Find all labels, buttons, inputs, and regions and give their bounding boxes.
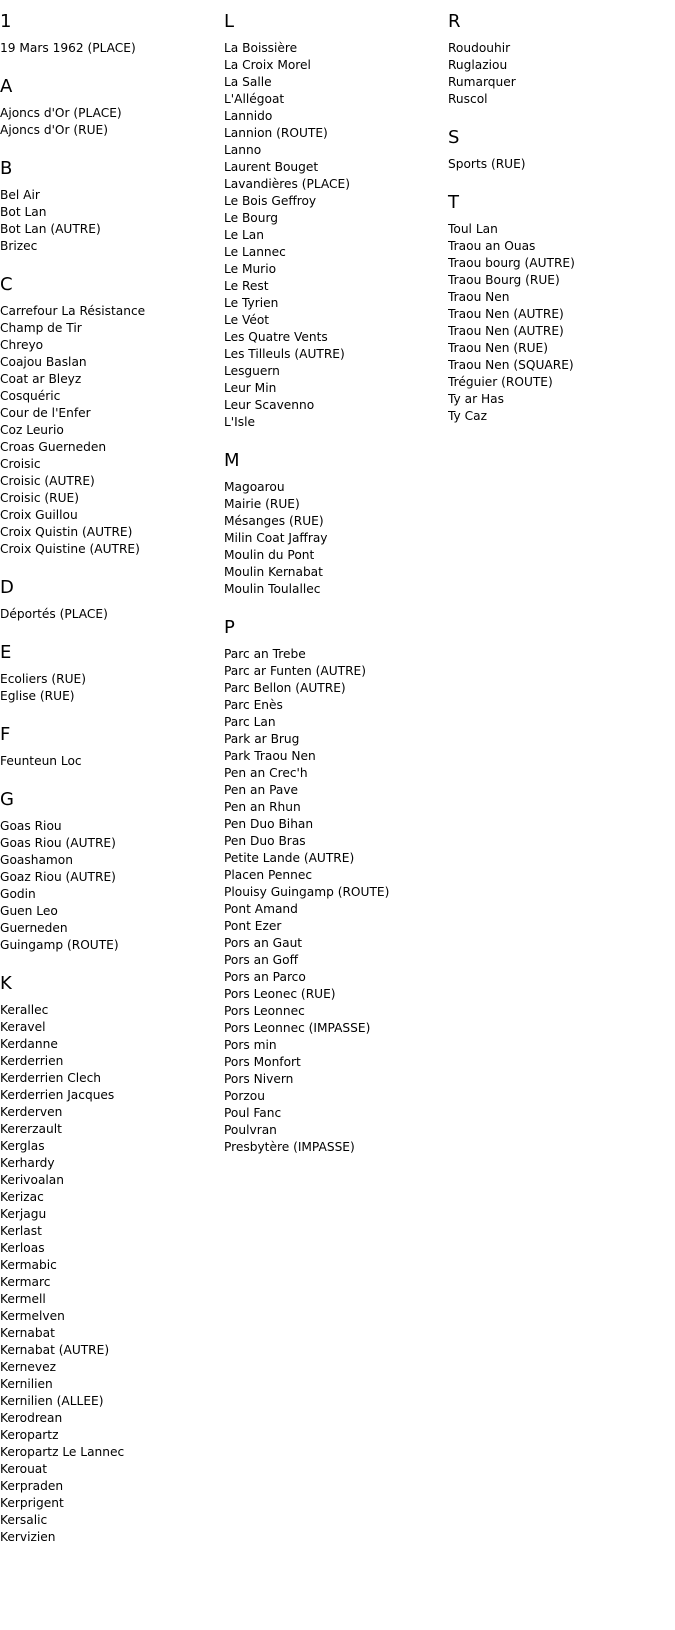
street-item: Sports (RUE) [448,157,526,171]
street-item: L'Allégoat [224,92,285,106]
street-item: Toul Lan [448,222,498,236]
letter-section [0,76,216,139]
street-item: Ajoncs d'Or (RUE) [0,123,108,137]
street-item: Kerderven [0,1105,63,1119]
street-item: Ty ar Has [448,392,504,406]
letter-section [448,192,664,425]
street-item: Kervizien [0,1530,56,1544]
street-item: Parc Bellon (AUTRE) [224,681,346,695]
street-item: Croisic [0,457,41,471]
letter-section [0,642,216,705]
letter-section [0,274,216,558]
street-item: Le Rest [224,279,269,293]
street-item: L'Isle [224,415,255,429]
street-item: La Salle [224,75,272,89]
street-item: Leur Scavenno [224,398,315,412]
street-item: Magoarou [224,480,285,494]
street-item: Kerprigent [0,1496,64,1510]
street-item: Pen an Crec'h [224,766,308,780]
street-item: Kermelven [0,1309,65,1323]
street-item: Les Quatre Vents [224,330,328,344]
street-item: Ecoliers (RUE) [0,672,86,686]
letter-section [448,11,664,108]
letter-section [448,127,664,173]
street-item: Pen an Pave [224,783,299,797]
street-item: Pen an Rhun [224,800,301,814]
street-item: Keropartz Le Lannec [0,1445,125,1459]
street-item: Goas Riou [0,819,62,833]
street-index-column-2 [224,0,440,1175]
street-list [448,156,664,173]
street-item: Pors Monfort [224,1055,301,1069]
street-item: Traou Nen (SQUARE) [448,358,574,372]
street-item: Parc ar Funten (AUTRE) [224,664,366,678]
street-item: Guen Leo [0,904,58,918]
street-item: Poul Fanc [224,1106,282,1120]
street-item: Traou Nen (AUTRE) [448,307,564,321]
street-list [0,753,216,770]
street-item: Pont Amand [224,902,298,916]
street-item: Goas Riou (AUTRE) [0,836,116,850]
street-item: Moulin du Pont [224,548,315,562]
street-item: Kerderrien Clech [0,1071,102,1085]
street-item: 19 Mars 1962 (PLACE) [0,41,136,55]
street-item: Tréguier (ROUTE) [448,375,553,389]
street-item: Mairie (RUE) [224,497,300,511]
street-item: Coat ar Bleyz [0,372,82,386]
street-item: Rumarquer [448,75,516,89]
section-letter-heading: D [0,577,14,598]
section-letter-heading: K [0,973,12,994]
street-item: Goashamon [0,853,73,867]
street-item: Chreyo [0,338,44,352]
street-item: Carrefour La Résistance [0,304,146,318]
street-item: Park Traou Nen [224,749,316,763]
street-item: Lannion (ROUTE) [224,126,328,140]
street-item: Kerodrean [0,1411,63,1425]
street-item: Kerjagu [0,1207,47,1221]
section-letter-heading: L [224,11,235,32]
street-item: Plouisy Guingamp (ROUTE) [224,885,390,899]
street-item: Guingamp (ROUTE) [0,938,119,952]
street-item: Kerderrien Jacques [0,1088,115,1102]
section-letter-heading: B [0,158,13,179]
street-item: Porzou [224,1089,265,1103]
street-item: Kernilien (ALLEE) [0,1394,104,1408]
street-item: Croisic (RUE) [0,491,80,505]
street-item: Pors Leonnec [224,1004,305,1018]
street-item: Pors min [224,1038,277,1052]
street-item: Coz Leurio [0,423,64,437]
street-item: Ty Caz [448,409,488,423]
street-item: Leur Min [224,381,277,395]
street-item: Moulin Toulallec [224,582,321,596]
street-item: Le Bois Geffroy [224,194,317,208]
street-item: Champ de Tir [0,321,82,335]
street-item: Kerpraden [0,1479,64,1493]
section-letter-heading: M [224,450,240,471]
street-item: Guerneden [0,921,68,935]
street-item: Pors an Goff [224,953,298,967]
street-item: Croix Quistine (AUTRE) [0,542,140,556]
letter-section [0,158,216,255]
street-item: Kerivoalan [0,1173,64,1187]
street-item: Godin [0,887,36,901]
street-item: Kermabic [0,1258,57,1272]
street-item: Le Lan [224,228,264,242]
street-index-column-1 [0,0,216,1565]
street-item: Kersalic [0,1513,48,1527]
street-item: Pors Leonnec (IMPASSE) [224,1021,371,1035]
street-item: Kernabat [0,1326,55,1340]
street-item: Poulvran [224,1123,277,1137]
street-item: Placen Pennec [224,868,313,882]
street-index-column-3 [448,0,664,444]
street-item: Kerouat [0,1462,48,1476]
street-item: Bot Lan [0,205,47,219]
street-item: Traou Nen [448,290,510,304]
street-item: Kermarc [0,1275,51,1289]
street-item: Roudouhir [448,41,511,55]
street-list [0,606,216,623]
street-item: Bot Lan (AUTRE) [0,222,101,236]
street-item: Goaz Riou (AUTRE) [0,870,116,884]
street-item: Kerderrien [0,1054,64,1068]
section-letter-heading: T [448,192,459,213]
street-list [0,671,216,705]
street-item: Le Murio [224,262,277,276]
street-item: Ajoncs d'Or (PLACE) [0,106,122,120]
street-item: Laurent Bouget [224,160,319,174]
street-item: Feunteun Loc [0,754,82,768]
street-item: Kerhardy [0,1156,55,1170]
street-item: Bel Air [0,188,40,202]
street-item: Parc Enès [224,698,283,712]
street-list [224,40,440,431]
street-item: Cour de l'Enfer [0,406,91,420]
street-item: La Boissière [224,41,298,55]
street-item: Park ar Brug [224,732,300,746]
section-letter-heading: C [0,274,13,295]
street-item: Traou Nen (AUTRE) [448,324,564,338]
street-item: Kererzault [0,1122,62,1136]
letter-section [0,724,216,770]
street-item: Moulin Kernabat [224,565,323,579]
street-item: Kernilien [0,1377,53,1391]
street-list [0,40,216,57]
street-list [448,40,664,108]
street-item: Traou Nen (RUE) [448,341,548,355]
letter-section [224,617,440,1156]
letter-section [224,11,440,431]
section-letter-heading: 1 [0,11,12,32]
section-letter-heading: S [448,127,460,148]
street-item: Déportés (PLACE) [0,607,108,621]
street-item: Eglise (RUE) [0,689,75,703]
street-item: Croas Guerneden [0,440,107,454]
street-item: Milin Coat Jaffray [224,531,328,545]
street-item: Croisic (AUTRE) [0,474,95,488]
street-list [0,105,216,139]
letter-section [0,789,216,954]
street-item: Kernabat (AUTRE) [0,1343,110,1357]
street-list [0,303,216,558]
section-letter-heading: P [224,617,235,638]
section-letter-heading: G [0,789,14,810]
street-item: Lesguern [224,364,280,378]
street-item: Cosquéric [0,389,61,403]
street-item: Kermell [0,1292,46,1306]
street-item: Le Tyrien [224,296,279,310]
street-item: Keropartz [0,1428,59,1442]
street-list [224,646,440,1156]
street-item: Kerlast [0,1224,42,1238]
street-item: Parc Lan [224,715,276,729]
street-item: Pors an Gaut [224,936,303,950]
street-item: Pors an Parco [224,970,306,984]
letter-section [0,577,216,623]
street-item: La Croix Morel [224,58,311,72]
street-item: Pors Leonec (RUE) [224,987,336,1001]
street-list [0,1002,216,1546]
section-letter-heading: F [0,724,11,745]
street-item: Kerglas [0,1139,45,1153]
letter-section [224,450,440,598]
street-item: Traou Bourg (RUE) [448,273,560,287]
street-item: Keravel [0,1020,46,1034]
letter-section [0,11,216,57]
street-item: Le Lannec [224,245,286,259]
street-item: Traou bourg (AUTRE) [448,256,575,270]
street-item: Ruscol [448,92,488,106]
section-letter-heading: A [0,76,13,97]
section-letter-heading: R [448,11,461,32]
street-item: Parc an Trebe [224,647,306,661]
street-item: Pen Duo Bihan [224,817,314,831]
street-item: Brizec [0,239,38,253]
street-item: Lanno [224,143,262,157]
street-item: Kerloas [0,1241,45,1255]
street-list [0,818,216,954]
street-item: Croix Quistin (AUTRE) [0,525,133,539]
street-item: Pors Nivern [224,1072,294,1086]
street-list [224,479,440,598]
street-item: Ruglaziou [448,58,508,72]
street-item: Kerallec [0,1003,49,1017]
street-item: Le Bourg [224,211,279,225]
street-item: Croix Guillou [0,508,78,522]
street-list [0,187,216,255]
street-item: Les Tilleuls (AUTRE) [224,347,345,361]
street-item: Presbytère (IMPASSE) [224,1140,355,1154]
street-item: Kerizac [0,1190,44,1204]
street-item: Lavandières (PLACE) [224,177,351,191]
section-letter-heading: E [0,642,12,663]
street-list [448,221,664,425]
street-item: Kernevez [0,1360,57,1374]
letter-section [0,973,216,1546]
street-item: Pont Ezer [224,919,282,933]
street-item: Coajou Baslan [0,355,87,369]
street-item: Le Véot [224,313,270,327]
street-item: Lannido [224,109,273,123]
street-item: Mésanges (RUE) [224,514,324,528]
street-item: Pen Duo Bras [224,834,306,848]
street-item: Petite Lande (AUTRE) [224,851,355,865]
street-item: Traou an Ouas [448,239,536,253]
street-item: Kerdanne [0,1037,58,1051]
